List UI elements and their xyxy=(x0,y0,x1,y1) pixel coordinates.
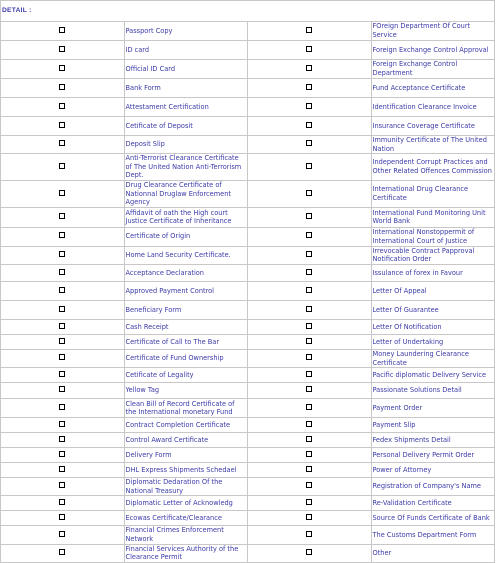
checkbox-cell xyxy=(1,281,125,300)
document-label: Home Land Security Certificate. xyxy=(124,246,248,264)
checkbox[interactable] xyxy=(59,338,65,344)
checkbox[interactable] xyxy=(59,103,65,109)
document-label: Cash Receipt xyxy=(124,319,248,334)
checkbox[interactable] xyxy=(59,140,65,146)
document-label: Other xyxy=(371,544,495,562)
checkbox[interactable] xyxy=(306,269,312,275)
checkbox[interactable] xyxy=(59,65,65,71)
checkbox-cell xyxy=(248,207,372,227)
document-label: Drug Clearance Certificate of Nationnal Druglaw Enforcement Agency xyxy=(124,180,248,207)
detail-row xyxy=(1,60,495,79)
checkbox-cell xyxy=(248,246,372,264)
document-label: Diplomatic Dedaration Of the National Treasury xyxy=(124,478,248,496)
checkbox[interactable] xyxy=(306,306,312,312)
checkbox-cell xyxy=(1,349,125,367)
detail-row xyxy=(1,246,495,264)
checkbox-cell xyxy=(248,478,372,496)
detail-row xyxy=(1,399,495,418)
checkbox-cell xyxy=(248,136,372,154)
document-label: Passport Copy xyxy=(124,22,248,41)
document-label: Financial Services Authority of the Clearance Permit xyxy=(124,544,248,562)
document-label: The Customs Department Form xyxy=(371,526,495,544)
checkbox-cell xyxy=(1,41,125,60)
checkbox[interactable] xyxy=(59,549,65,555)
document-label: Identification Clearance Invoice xyxy=(371,98,495,117)
document-label: Attestament Certification xyxy=(124,98,248,117)
detail-title: DETAIL : xyxy=(1,1,495,22)
checkbox-cell xyxy=(248,383,372,399)
detail-row xyxy=(1,79,495,98)
detail-table-body xyxy=(1,1,495,563)
checkbox-cell xyxy=(248,79,372,98)
checkbox[interactable] xyxy=(59,531,65,537)
checkbox-cell xyxy=(248,349,372,367)
detail-row xyxy=(1,544,495,562)
checkbox[interactable] xyxy=(306,514,312,520)
checkbox-cell xyxy=(248,433,372,448)
detail-row xyxy=(1,264,495,281)
detail-row xyxy=(1,207,495,227)
checkbox-cell xyxy=(1,334,125,349)
checkbox[interactable] xyxy=(59,421,65,427)
checkbox-cell xyxy=(1,383,125,399)
checkbox[interactable] xyxy=(306,65,312,71)
document-label: Fund Acceptance Certificate xyxy=(371,79,495,98)
document-label: Immunity Certificate of The United Nation xyxy=(371,136,495,154)
document-label: Letter Of Notification xyxy=(371,319,495,334)
checkbox[interactable] xyxy=(59,287,65,293)
checkbox-cell xyxy=(1,180,125,207)
document-label: DHL Express Shipments Schedael xyxy=(124,463,248,478)
checkbox-cell xyxy=(248,526,372,544)
checkbox[interactable] xyxy=(306,323,312,329)
checkbox-cell xyxy=(1,246,125,264)
checkbox[interactable] xyxy=(59,404,65,410)
document-label: Fedex Shipments Detail xyxy=(371,433,495,448)
document-label: Delivery Form xyxy=(124,448,248,463)
detail-row xyxy=(1,41,495,60)
checkbox-cell xyxy=(248,418,372,433)
document-label: Certificate of Fund Ownership xyxy=(124,349,248,367)
document-label: Deposit Slip xyxy=(124,136,248,154)
checkbox[interactable] xyxy=(59,482,65,488)
checkbox[interactable] xyxy=(306,404,312,410)
checkbox-cell xyxy=(248,117,372,136)
checkbox[interactable] xyxy=(59,386,65,392)
checkbox[interactable] xyxy=(59,269,65,275)
checkbox[interactable] xyxy=(306,163,312,169)
detail-row xyxy=(1,511,495,526)
document-label: Beneficiary Form xyxy=(124,300,248,319)
checkbox-cell xyxy=(1,136,125,154)
document-label: Independent Corrupt Practices and Other Related Offences Commission xyxy=(371,154,495,181)
detail-row xyxy=(1,180,495,207)
checkbox[interactable] xyxy=(59,213,65,219)
checkbox-cell xyxy=(1,448,125,463)
checkbox-cell xyxy=(1,227,125,246)
document-label: Contract Completion Certificate xyxy=(124,418,248,433)
document-label: Cetificate of Legality xyxy=(124,368,248,383)
document-label: Irrevocable Contract Papproval Notification Order xyxy=(371,246,495,264)
checkbox-cell xyxy=(1,319,125,334)
detail-row xyxy=(1,478,495,496)
document-label: Clean Bill of Record Certificate of the International monetary Fund xyxy=(124,399,248,418)
document-label: Insurance Coverage Certificate xyxy=(371,117,495,136)
document-label: Financial Crimes Enforcement Network xyxy=(124,526,248,544)
document-label: Issulance of forex in Favour xyxy=(371,264,495,281)
detail-row xyxy=(1,98,495,117)
checkbox[interactable] xyxy=(306,451,312,457)
checkbox[interactable] xyxy=(306,213,312,219)
checkbox[interactable] xyxy=(59,46,65,52)
checkbox-cell xyxy=(248,41,372,60)
checkbox-cell xyxy=(248,154,372,181)
checkbox-cell xyxy=(248,319,372,334)
document-label: International Nonstoppermit of International Court of Justice xyxy=(371,227,495,246)
checkbox-cell xyxy=(248,399,372,418)
checkbox-cell xyxy=(248,22,372,41)
document-label: Letter Of Guarantee xyxy=(371,300,495,319)
document-label: Personal Delivery Permit Order xyxy=(371,448,495,463)
checkbox-cell xyxy=(1,368,125,383)
checkbox-cell xyxy=(1,478,125,496)
checkbox[interactable] xyxy=(306,190,312,196)
checkbox-cell xyxy=(248,227,372,246)
checkbox-cell xyxy=(1,207,125,227)
checkbox-cell xyxy=(248,264,372,281)
checkbox[interactable] xyxy=(306,549,312,555)
checkbox-cell xyxy=(1,98,125,117)
checkbox[interactable] xyxy=(306,103,312,109)
checkbox[interactable] xyxy=(59,163,65,169)
document-label: Certificate of Origin xyxy=(124,227,248,246)
checkbox-cell xyxy=(1,433,125,448)
document-label: International Fund Monitoring Unit World Bank xyxy=(371,207,495,227)
checkbox[interactable] xyxy=(59,354,65,360)
detail-row xyxy=(1,300,495,319)
detail-row xyxy=(1,463,495,478)
document-label: Affidavit of oath the High court Justice Certificate of Inheritance xyxy=(124,207,248,227)
document-label: Payment Slip xyxy=(371,418,495,433)
checkbox[interactable] xyxy=(306,531,312,537)
document-label: Re-Validation Certificate xyxy=(371,496,495,511)
document-label: Yellow Tag xyxy=(124,383,248,399)
document-label: Registration of Company's Name xyxy=(371,478,495,496)
checkbox[interactable] xyxy=(306,27,312,33)
document-label: Certificate of Call to The Bar xyxy=(124,334,248,349)
detail-header-row xyxy=(1,1,495,22)
checkbox[interactable] xyxy=(59,323,65,329)
checkbox-cell xyxy=(248,98,372,117)
checkbox[interactable] xyxy=(306,386,312,392)
detail-row xyxy=(1,334,495,349)
document-label: Letter of Undertaking xyxy=(371,334,495,349)
checkbox[interactable] xyxy=(59,436,65,442)
checkbox-cell xyxy=(1,399,125,418)
checkbox[interactable] xyxy=(59,514,65,520)
detail-row xyxy=(1,117,495,136)
checkbox[interactable] xyxy=(306,499,312,505)
checkbox-cell xyxy=(1,463,125,478)
detail-row xyxy=(1,281,495,300)
document-label: Control Award Certificate xyxy=(124,433,248,448)
checkbox[interactable] xyxy=(59,190,65,196)
document-label: Ecowas Certificate/Clearance xyxy=(124,511,248,526)
checkbox-cell xyxy=(248,448,372,463)
document-label: Payment Order xyxy=(371,399,495,418)
document-label: Acceptance Declaration xyxy=(124,264,248,281)
document-label: Source Of Funds Certificate of Bank xyxy=(371,511,495,526)
checkbox-cell xyxy=(1,526,125,544)
detail-row xyxy=(1,526,495,544)
document-label: Pacific diplomatic Delivery Service xyxy=(371,368,495,383)
checkbox[interactable] xyxy=(306,122,312,128)
checkbox[interactable] xyxy=(59,451,65,457)
checkbox-cell xyxy=(248,334,372,349)
checkbox[interactable] xyxy=(59,499,65,505)
document-label: Diplomatic Letter of Acknowledg xyxy=(124,496,248,511)
checkbox[interactable] xyxy=(59,371,65,377)
checkbox-cell xyxy=(248,544,372,562)
checkbox[interactable] xyxy=(59,122,65,128)
detail-row xyxy=(1,368,495,383)
document-label: Foreign Exchange Control Department xyxy=(371,60,495,79)
checkbox[interactable] xyxy=(306,482,312,488)
checkbox[interactable] xyxy=(306,46,312,52)
document-label: International Drug Clearance Certificate xyxy=(371,180,495,207)
document-label: FOreign Department Of Court Service xyxy=(371,22,495,41)
checkbox-cell xyxy=(1,79,125,98)
checkbox-cell xyxy=(248,368,372,383)
checkbox-cell xyxy=(1,22,125,41)
detail-row xyxy=(1,433,495,448)
detail-row xyxy=(1,349,495,367)
document-label: Letter Of Appeal xyxy=(371,281,495,300)
checkbox-cell xyxy=(248,281,372,300)
document-label: Official ID Card xyxy=(124,60,248,79)
checkbox[interactable] xyxy=(306,371,312,377)
detail-row xyxy=(1,227,495,246)
document-label: Foreign Exchange Control Approval xyxy=(371,41,495,60)
document-label: ID card xyxy=(124,41,248,60)
detail-row xyxy=(1,496,495,511)
checkbox-cell xyxy=(248,463,372,478)
checkbox-cell xyxy=(1,544,125,562)
checkbox-cell xyxy=(248,60,372,79)
checkbox-cell xyxy=(1,117,125,136)
document-label: Approved Payment Control xyxy=(124,281,248,300)
checkbox[interactable] xyxy=(306,466,312,472)
checkbox[interactable] xyxy=(306,338,312,344)
document-label: Cetificate of Deposit xyxy=(124,117,248,136)
checkbox[interactable] xyxy=(59,27,65,33)
checkbox[interactable] xyxy=(306,354,312,360)
checkbox-cell xyxy=(1,154,125,181)
checkbox-cell xyxy=(1,300,125,319)
checkbox[interactable] xyxy=(306,287,312,293)
checkbox[interactable] xyxy=(306,436,312,442)
checkbox[interactable] xyxy=(59,306,65,312)
document-label: Money Laundering Clearance Certificate xyxy=(371,349,495,367)
detail-row xyxy=(1,154,495,181)
checkbox-cell xyxy=(248,496,372,511)
detail-row xyxy=(1,383,495,399)
detail-row xyxy=(1,418,495,433)
checkbox-cell xyxy=(248,300,372,319)
detail-row xyxy=(1,136,495,154)
checkbox[interactable] xyxy=(59,84,65,90)
detail-row xyxy=(1,448,495,463)
checkbox-cell xyxy=(1,60,125,79)
checkbox[interactable] xyxy=(306,421,312,427)
checkbox-cell xyxy=(248,511,372,526)
detail-row xyxy=(1,319,495,334)
checkbox-cell xyxy=(248,180,372,207)
checkbox[interactable] xyxy=(59,466,65,472)
checkbox-cell xyxy=(1,418,125,433)
checkbox-cell xyxy=(1,511,125,526)
checkbox[interactable] xyxy=(306,232,312,238)
document-label: Passionate Solutions Detail xyxy=(371,383,495,399)
checkbox[interactable] xyxy=(306,251,312,257)
checkbox[interactable] xyxy=(59,232,65,238)
checkbox[interactable] xyxy=(306,140,312,146)
detail-row xyxy=(1,22,495,41)
document-label: Bank Form xyxy=(124,79,248,98)
checkbox[interactable] xyxy=(59,251,65,257)
document-label: Anti-Terrorist Clearance Certificate of The United Nation Anti-Terrorism Dept. xyxy=(124,154,248,181)
document-label: Power of Attorney xyxy=(371,463,495,478)
checkbox-cell xyxy=(1,496,125,511)
checkbox[interactable] xyxy=(306,84,312,90)
checkbox-cell xyxy=(1,264,125,281)
